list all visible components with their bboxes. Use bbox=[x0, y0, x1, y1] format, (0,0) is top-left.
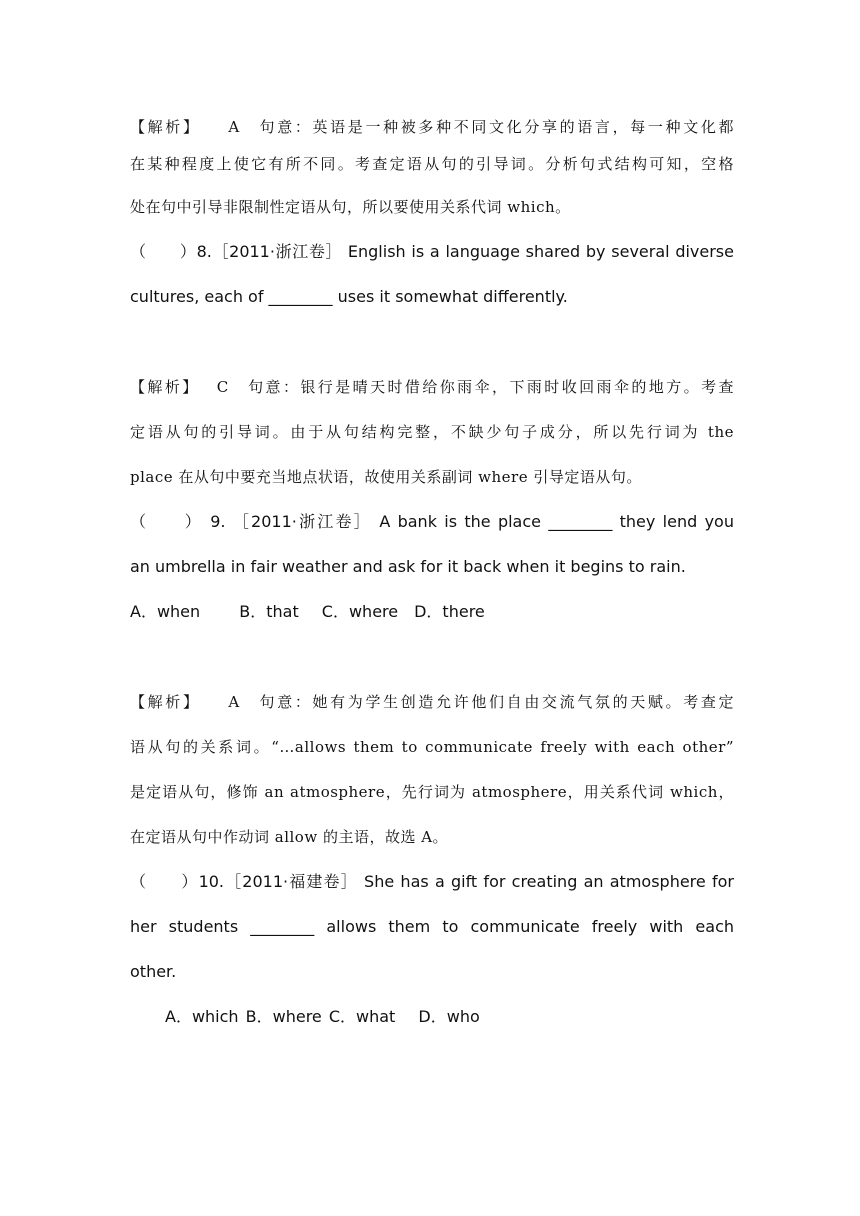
q9-analysis-line-1: 【解析】 C 句意：银行是晴天时借给你雨伞，下雨时收回雨伞的地方。考查 bbox=[130, 378, 734, 396]
q10-options: A．which B．where C．what D．who bbox=[165, 1007, 480, 1026]
q9-question-line-2: an umbrella in fair weather and ask for it back when it begins to rain. bbox=[130, 557, 686, 576]
q10-question-line-2: her students ________ allows them to communicate freely with each bbox=[130, 917, 734, 936]
q10-question-line-3: other. bbox=[130, 962, 177, 981]
q10-question-line-1: （ ）10.［2011·福建卷］ She has a gift for creating an atmosphere for bbox=[130, 872, 734, 891]
q9-analysis-line-2: 定语从句的引导词。由于从句结构完整，不缺少句子成分，所以先行词为 the bbox=[130, 423, 734, 441]
q9-question-line-1: （ ） 9. ［2011·浙江卷］ A bank is the place ________ they lend you bbox=[130, 512, 734, 531]
q10-analysis-line-3: 是定语从句，修饰 an atmosphere，先行词为 atmosphere，用关系代词 which， bbox=[130, 783, 734, 801]
q8-question-line-1: （ ）8.［2011·浙江卷］ English is a language shared by several diverse bbox=[130, 242, 734, 261]
q8-analysis-line-1: 【解析】 A 句意：英语是一种被多种不同文化分享的语言，每一种文化都 bbox=[130, 118, 734, 136]
q8-question-line-2: cultures, each of ________ uses it somewhat differently. bbox=[130, 287, 568, 306]
q9-analysis-line-3: place 在从句中要充当地点状语，故使用关系副词 where 引导定语从句。 bbox=[130, 468, 642, 486]
q8-analysis-line-2: 在某种程度上使它有所不同。考查定语从句的引导词。分析句式结构可知，空格 bbox=[130, 155, 734, 173]
q10-analysis-line-4: 在定语从句中作动词 allow 的主语，故选 A。 bbox=[130, 828, 449, 846]
q10-analysis-line-1: 【解析】 A 句意：她有为学生创造允许他们自由交流气氛的天赋。考查定 bbox=[130, 693, 734, 711]
q8-analysis-line-3: 处在句中引导非限制性定语从句，所以要使用关系代词 which。 bbox=[130, 198, 571, 216]
q10-analysis-line-2: 语从句的关系词。“…allows them to communicate freely with each other” bbox=[130, 738, 734, 756]
q9-options: A．when B．that C．where D．there bbox=[130, 602, 485, 621]
